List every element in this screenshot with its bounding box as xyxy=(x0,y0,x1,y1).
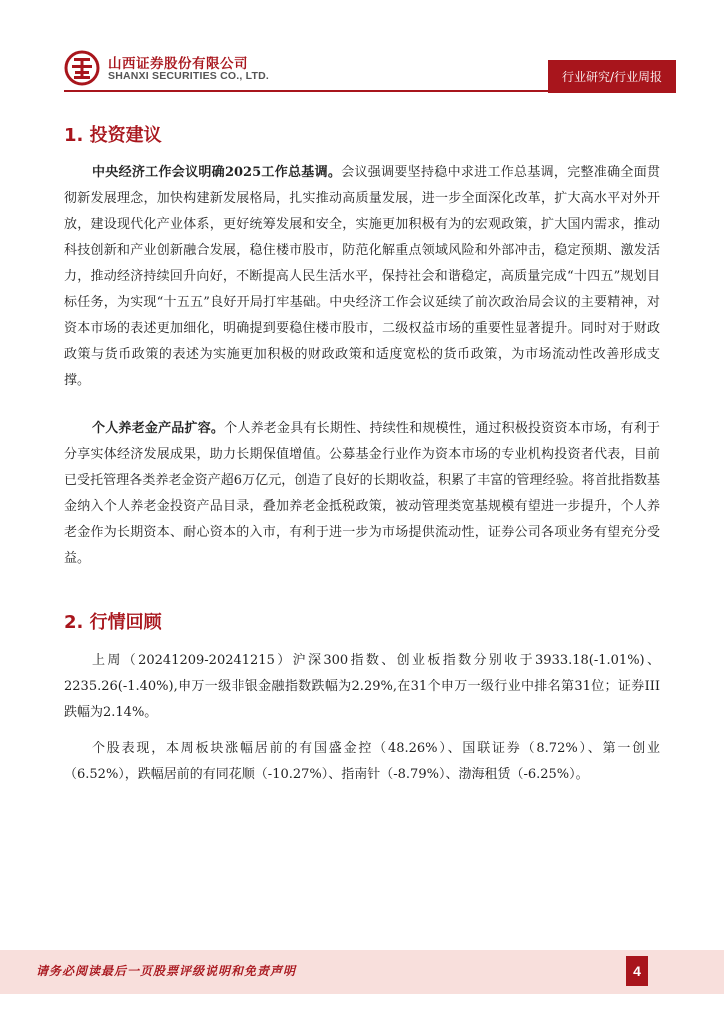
company-name-en: SHANXI SECURITIES CO., LTD. xyxy=(108,70,269,82)
paragraph-lead: 中央经济工作会议明确2025工作总基调。 xyxy=(92,165,342,180)
section-title-market-review: 2. 行情回顾 xyxy=(64,612,162,633)
paragraph-lead: 个人养老金产品扩容。 xyxy=(92,421,225,436)
paragraph-body: 个人养老金具有长期性、持续性和规模性，通过积极投资资本市场，有利于分享实体经济发展成果，助力长期保值增值。公募基金行业作为资本市场的专业机构投资者代表，目前已受托管理各类养老金资产超6万亿元，创造了良好的长期收益，积累了丰富的管理经验。将首批指数基金纳入个人养老金投资产品目录，叠加养老金抵税政策，被动管理类宽基规模有望进一步提升，个人养老金作为长期资本、耐心资本的入市，有利于进一步为市场提供流动性，证券公司各项业务有望充分受益。 xyxy=(64,421,660,566)
page-header xyxy=(0,0,724,110)
footer-disclaimer: 请务必阅读最后一页股票评级说明和免责声明 xyxy=(36,964,297,978)
paragraph-body: 会议强调要坚持稳中求进工作总基调，完整准确全面贯彻新发展理念，加快构建新发展格局，扎实推动高质量发展，进一步全面深化改革，扩大高水平对外开放，建设现代化产业体系，更好统筹发展和安全，实施更加积极有为的宏观政策，扩大国内需求，推动科技创新和产业创新融合发展，稳住楼市股市，防范化解重点领域风险和外部冲击，稳定预期、激发活力，推动经济持续回升向好，不断提高人民生活水平，保持社会和谐稳定，高质量完成“十四五”规划目标任务，为实现“十五五”良好开局打牢基础。中央经济工作会议延续了前次政治局会议的主要精神，对资本市场的表述更加细化，明确提到要稳住楼市股市，二级权益市场的重要性显著提升。同时对于财政政策与货币政策的表述为实施更加积极的财政政策和适度宽松的货币政策，为市场流动性改善形成支撑。 xyxy=(64,165,660,388)
paragraph-index-review xyxy=(64,648,660,726)
page-number: 4 xyxy=(626,956,648,986)
header-divider xyxy=(64,90,548,92)
report-category: 行业研究/行业周报 xyxy=(548,60,676,93)
paragraph-work-conference xyxy=(64,160,660,394)
paragraph-stock-performance xyxy=(64,736,660,788)
company-logo-icon xyxy=(64,50,100,86)
paragraph-pension xyxy=(64,416,660,572)
paragraph-body: 个股表现，本周板块涨幅居前的有国盛金控（48.26%）、国联证券（8.72%）、第一创业（6.52%），跌幅居前的有同花顺（-10.27%）、指南针（-8.79%）、渤海租赁（-6.25%）。 xyxy=(64,741,660,782)
company-name-cn: 山西证券股份有限公司 xyxy=(108,56,248,72)
section-title-investment: 1. 投资建议 xyxy=(64,125,162,146)
paragraph-body: 上周（20241209-20241215）沪深300指数、创业板指数分别收于3933.18(-1.01%)、2235.26(-1.40%),申万一级非银金融指数跌幅为2.29%,在31个申万一级行业中排名第31位；证券III跌幅为2.14%。 xyxy=(64,653,660,720)
